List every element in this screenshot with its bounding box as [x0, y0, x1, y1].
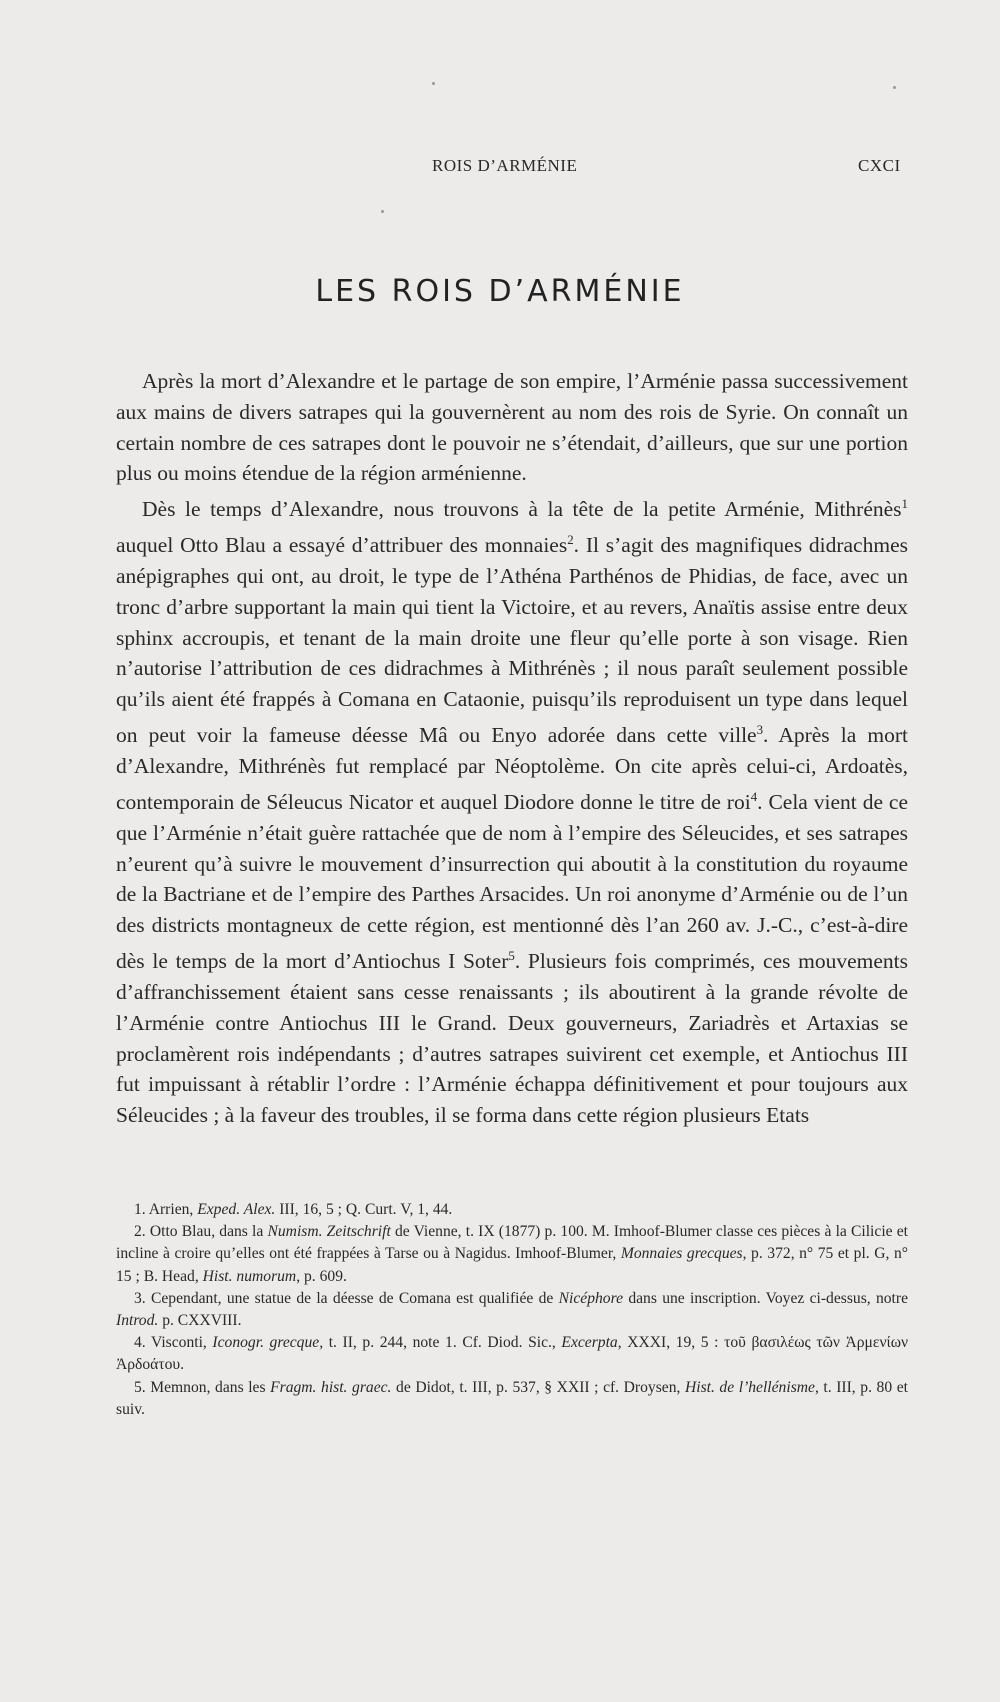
text-run: de Didot, t. III, p. 537, § XXII ; cf. Droysen,: [391, 1378, 685, 1396]
text-run: de Vienne, t. IX (1877) p. 100. M. Imhoof-Blumer classe ces pièces à la Cilicie et incline à croire qu’elles ont été frappées à Tarse ou à Nagidus. Imhoof-Blumer,: [116, 1223, 908, 1263]
footnote-ref[interactable]: 4: [750, 789, 758, 804]
italic-text: Hist. de l’hellénisme: [684, 1378, 815, 1396]
chapter-title: LES ROIS D’ARMÉNIE: [315, 274, 685, 309]
italic-text: Introd.: [116, 1312, 159, 1330]
text-run: dans une inscription. Voyez ci-dessus, notre: [623, 1289, 908, 1307]
text-run: , XXXI, 19, 5 : τοῦ βασιλέως τῶν Ἀρμενίων Ἀρδοάτου.: [116, 1334, 909, 1374]
text-run: , p. 609.: [296, 1267, 347, 1285]
italic-text: Exped. Alex.: [197, 1201, 276, 1218]
text-run: Dès le temps d’Alexandre, nous trouvons à la tête de la petite Arménie, Mithrénès: [142, 497, 902, 522]
text-run: . Après la mort d’Alexandre, Mithrénès fut remplacé par Néoptolème. On cite après celui-ci, Ardoatès, contemporain de Séleucus Nicator et auquel Diodore donne le titre de roi: [116, 723, 908, 814]
footnote-ref[interactable]: 5: [508, 948, 515, 963]
footnote-ref[interactable]: 2: [567, 533, 574, 548]
page-number: CXCI: [858, 156, 901, 175]
footnotes: [116, 1199, 908, 1421]
running-title: ROIS D’ARMÉNIE: [432, 156, 578, 175]
footnote-ref[interactable]: 1: [901, 497, 908, 512]
text-run: p. CXXVIII.: [158, 1312, 242, 1330]
text-run: 1. Arrien,: [134, 1201, 198, 1218]
italic-text: Numism. Zeitschrift: [267, 1223, 391, 1241]
running-head: [0, 156, 1000, 180]
italic-text: Fragm. hist. graec.: [270, 1378, 392, 1396]
text-run: , t. III, p. 80 et suiv.: [116, 1378, 908, 1418]
text-run: auquel Otto Blau a essayé d’attribuer des monnaies: [116, 533, 568, 558]
footnote: [116, 1332, 908, 1376]
footnote: [116, 1288, 908, 1332]
text-run: . Il s’agit des magnifiques didrachmes anépigraphes qui ont, au droit, le type de l’Athéna Parthénos de Phidias, de face, avec un tronc d’arbre supportant la main qui tient la Victoire, et au revers, Anaïtis assise entre deux sphinx accroupis, et tenant de la main droite une fleur qu’elle porte à son visage. Rien n’autorise l’attribution de ces didrachmes à Mithrénès ; il nous paraît seulement possible qu’ils aient été frappés à Comana en Cataonie, puisqu’ils reproduisent un type dans lequel on peut voir la fameuse déesse Mâ ou Enyo adorée dans cette ville: [116, 533, 908, 748]
footnote: [116, 1221, 908, 1288]
italic-text: Monnaies grecques: [620, 1245, 743, 1263]
footnote: [116, 1377, 908, 1421]
text-run: t. II, p. 244, note 1. Cf. Diod. Sic.,: [323, 1334, 562, 1352]
text-run: Après la mort d’Alexandre et le partage de son empire, l’Arménie passa successivement aux mains de divers satrapes qui la gouvernèrent au nom des rois de Syrie. On connaît un certain nombre de ces satrapes dont le pouvoir ne s’étendait, d’ailleurs, que sur une portion plus ou moins étendue de la région arménienne.: [116, 369, 908, 486]
text-run: 3. Cependant, une statue de la déesse de Comana est qualifiée de: [134, 1289, 559, 1307]
footnote-ref[interactable]: 3: [756, 723, 764, 738]
text-run: . Plusieurs fois comprimés, ces mouvements d’affranchissement étaient sans cesse renaissants ; ils aboutirent à la grande révolte de l’Arménie contre Antiochus III le Grand. Deux gouverneurs, Zariadrès et Artaxias se proclamèrent rois indépendants ; d’autres satrapes suivirent cet exemple, et Antiochus III fut impuissant à rétablir l’ordre : l’Arménie échappa définitivement et pour toujours aux Séleucides ; à la faveur des troubles, il se forma dans cette région plusieurs Etats: [116, 949, 908, 1128]
paper-speck: [893, 86, 896, 89]
body-paragraph: [116, 366, 908, 489]
paper-speck: [432, 82, 435, 85]
italic-text: Nicéphore: [558, 1289, 624, 1307]
text-run: III, 16, 5 ; Q. Curt. V, 1, 44.: [275, 1201, 453, 1218]
body-paragraph: [116, 489, 908, 1131]
text-run: 2. Otto Blau, dans la: [134, 1223, 268, 1241]
text-run: 5. Memnon, dans les: [134, 1378, 271, 1396]
body-text: [116, 366, 908, 1131]
italic-text: Hist. numorum: [202, 1267, 297, 1285]
italic-text: Iconogr. grecque,: [212, 1334, 324, 1352]
footnote: [116, 1199, 908, 1221]
text-run: , p. 372, n° 75 et pl. G, n° 15 ; B. Head,: [116, 1245, 908, 1285]
text-run: 4. Visconti,: [134, 1334, 213, 1352]
paper-speck: [381, 210, 384, 213]
italic-text: Excerpta: [561, 1334, 618, 1352]
text-run: . Cela vient de ce que l’Arménie n’était guère rattachée que de nom à l’empire des Séleucides, et ses satrapes n’eurent qu’à suivre le mouvement d’insurrection qui aboutit à la constitution du royaume de la Bactriane et de l’empire des Parthes Arsacides. Un roi anonyme d’Arménie ou de l’un des districts montagneux de cette région, est mentionné dès l’an 260 av. J.-C., c’est-à-dire dès le temps de la mort d’Antiochus I Soter: [116, 789, 908, 974]
